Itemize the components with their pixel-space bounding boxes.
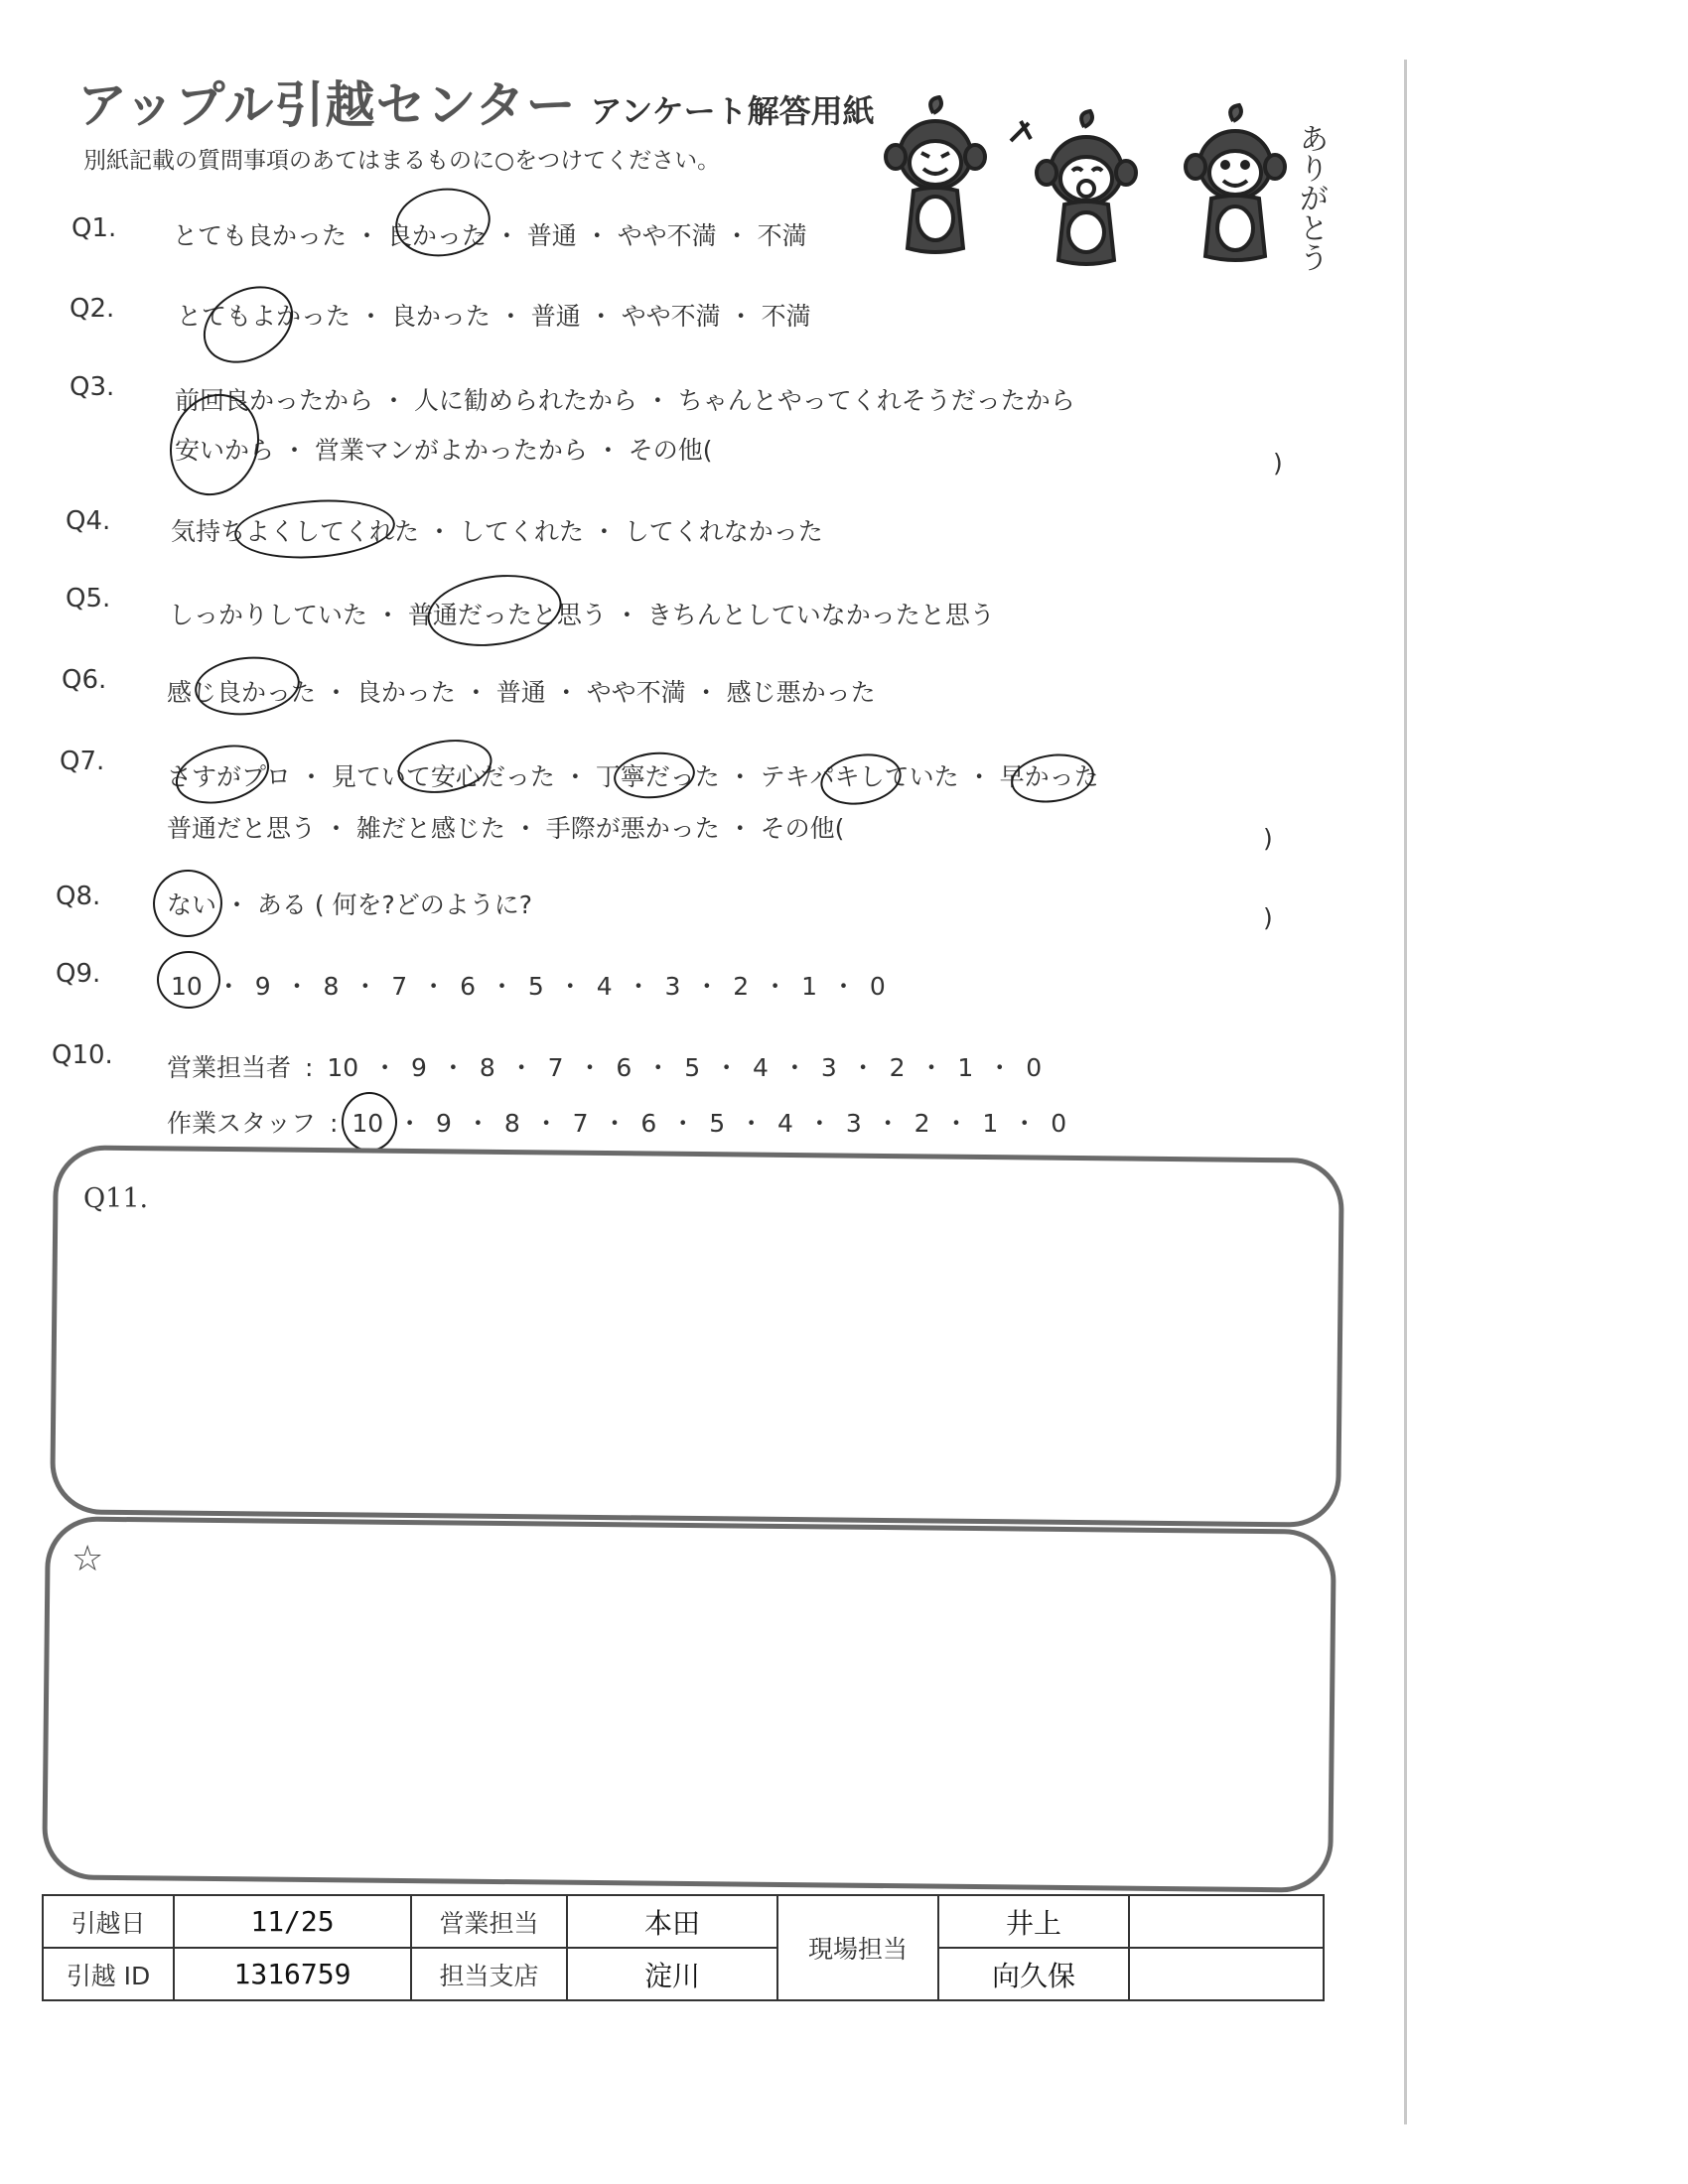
q9-label: Q9.	[56, 959, 101, 989]
site-staff-label: 現場担当	[777, 1895, 938, 2000]
site-staff-extra-2[interactable]	[1129, 1948, 1324, 2000]
q3-close-paren: )	[1273, 449, 1283, 478]
move-info-table	[42, 1894, 1325, 2001]
q8-label: Q8.	[56, 882, 101, 911]
q9-selection-circle	[157, 951, 220, 1009]
q6-selection-circle	[192, 652, 302, 721]
q10-staff-options[interactable]: 作業スタッフ : 10 ・ 9 ・ 8 ・ 7 ・ 6 ・ 5 ・ 4 ・ 3 ・ 2 ・ 1 ・ 0	[167, 1109, 1067, 1138]
q4-selection-circle	[232, 494, 397, 563]
q7-label: Q7.	[60, 747, 105, 776]
q9-options[interactable]: 10 ・ 9 ・ 8 ・ 7 ・ 6 ・ 5 ・ 4 ・ 3 ・ 2 ・ 1 ・ 0	[171, 972, 886, 1001]
q10-selection-circle	[342, 1092, 397, 1152]
q10-sales-options[interactable]: 営業担当者 : 10 ・ 9 ・ 8 ・ 7 ・ 6 ・ 5 ・ 4 ・ 3 ・ 2 ・ 1 ・ 0	[167, 1053, 1043, 1082]
q3-label: Q3.	[70, 372, 115, 402]
move-id-value[interactable]: 1316759	[174, 1948, 411, 2000]
sales-rep-value[interactable]: 本田	[567, 1895, 777, 1948]
site-staff-value-1[interactable]: 井上	[938, 1895, 1129, 1948]
star-comment-box[interactable]	[42, 1516, 1336, 1893]
move-date-value[interactable]: 11/25	[174, 1895, 411, 1948]
thanks-caption: ありがとう	[1293, 123, 1329, 272]
q1-options[interactable]: とても良かった ・ 良かった ・ 普通 ・ やや不満 ・ 不満	[173, 221, 807, 250]
star-icon: ☆	[71, 1539, 104, 1579]
q2-selection-circle	[190, 271, 307, 379]
form-name: アンケート解答用紙	[590, 92, 875, 130]
q5-selection-circle	[423, 567, 566, 654]
move-id-label: 引越 ID	[43, 1948, 174, 2000]
q6-label: Q6.	[62, 665, 107, 695]
q2-label: Q2.	[70, 294, 115, 324]
q7-selection-circle-3	[612, 749, 697, 802]
q5-options[interactable]: しっかりしていた ・ 普通だったと思う ・ きちんとしていなかったと思う	[169, 601, 995, 629]
q11-comment-box[interactable]	[50, 1145, 1344, 1528]
q8-close-paren: )	[1263, 903, 1273, 932]
q4-label: Q4.	[66, 506, 111, 536]
q4-options[interactable]: 気持ちよくしてくれた ・ してくれた ・ してくれなかった	[171, 517, 823, 546]
q10-label: Q10.	[52, 1040, 113, 1070]
form-title	[77, 66, 875, 137]
q7-options-line2[interactable]: 普通だと思う ・ 雑だと感じた ・ 手際が悪かった ・ その他(	[167, 814, 845, 843]
site-staff-extra-1[interactable]	[1129, 1895, 1324, 1948]
q1-label: Q1.	[71, 213, 117, 243]
move-date-label: 引越日	[43, 1895, 174, 1948]
instruction-text: 別紙記載の質問事項のあてはまるものに○をつけてください。	[83, 148, 721, 174]
q11-label: Q11.	[83, 1183, 149, 1214]
q2-options[interactable]: とてもよかった ・ 良かった ・ 普通 ・ やや不満 ・ 不満	[177, 302, 811, 331]
monkey-smiling-icon	[1186, 105, 1285, 260]
q8-options[interactable]: ない ・ ある ( 何を?どのように?	[167, 890, 533, 919]
branch-value[interactable]: 淀川	[567, 1948, 777, 2000]
q3-options-line1[interactable]: 前回良かったから ・ 人に勧められたから ・ ちゃんとやってくれそうだったから	[175, 386, 1075, 415]
page-edge-line	[1404, 60, 1407, 2124]
q6-options[interactable]: 感じ良かった ・ 良かった ・ 普通 ・ やや不満 ・ 感じ悪かった	[167, 678, 876, 707]
q7-close-paren: )	[1263, 824, 1273, 853]
site-staff-value-2[interactable]: 向久保	[938, 1948, 1129, 2000]
q5-label: Q5.	[66, 584, 111, 614]
company-name: アップル引越センター	[77, 76, 577, 134]
monkey-laughing-icon	[886, 97, 985, 252]
q7-options-line1[interactable]: さすがプロ ・ 見ていて安心だった ・ 丁寧だった ・ テキパキしていた ・ 早かった	[167, 762, 1099, 791]
q7-selection-circle-1	[170, 736, 276, 813]
monkey-giggling-icon	[1011, 111, 1136, 264]
q8-selection-circle	[148, 864, 228, 942]
sales-rep-label: 営業担当	[411, 1895, 567, 1948]
q3-options-line2[interactable]: 安いから ・ 営業マンがよかったから ・ その他(	[175, 436, 713, 465]
mascot-illustration	[874, 95, 1340, 274]
branch-label: 担当支店	[411, 1948, 567, 2000]
